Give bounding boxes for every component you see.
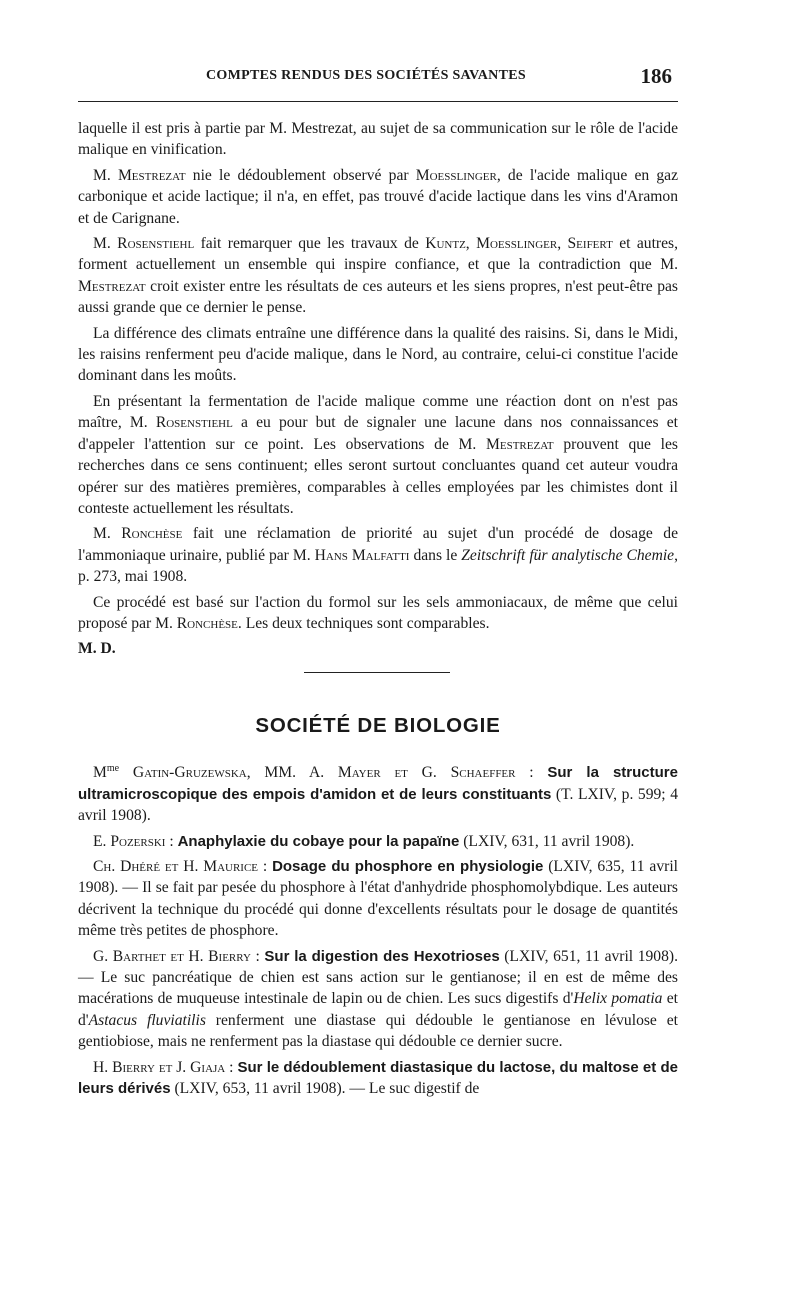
paragraph-2	[78, 165, 678, 229]
section-title: SOCIÉTÉ DE BIOLOGIE	[255, 713, 501, 737]
author-names: Kuntz, Moesslinger, Seifert	[425, 235, 613, 253]
entry-title: Sur la structure ultramicroscopique des empois d'amidon et de leurs constituants	[78, 764, 678, 803]
species-name: Astacus fluviatilis	[88, 1011, 206, 1029]
author-prefix: M	[93, 764, 107, 782]
author-name: Ronchèse	[176, 614, 238, 632]
signature: M. D.	[78, 640, 116, 658]
biology-entry-2	[78, 831, 678, 852]
paragraph-7	[78, 592, 678, 635]
entry-authors: Ch. Dhéré et H. Maurice :	[93, 857, 273, 875]
text-run: fait remarquer que les travaux de	[194, 235, 426, 253]
entry-title: Dosage du phosphore en physiologie	[272, 857, 544, 875]
author-name: M. Ronchèse	[93, 525, 183, 543]
entry-title: Anaphylaxie du cobaye pour la papaïne	[177, 832, 460, 850]
author-name: Rosenstiehl	[155, 414, 233, 432]
running-title: COMPTES RENDUS DES SOCIÉTÉS SAVANTES	[206, 68, 526, 83]
text-run: Ce procédé est basé sur l'action du formol sur les sels ammoniacaux, de même que celui proposé par M.	[78, 593, 678, 632]
text-run: En présentant la fermentation de l'acide malique comme une réaction dont on n'est pas maître, M.	[78, 392, 678, 432]
author-name: M. Mestrezat	[93, 166, 186, 184]
entry-authors: E. Pozerski :	[93, 832, 178, 850]
author-name: M. Rosenstiehl	[93, 235, 195, 253]
text-run: croit exister entre les résultats de ces auteurs et les siens propres, n'est peut-être pas aussi grande que ce dernier le pense.	[78, 277, 678, 317]
text-run: dans le	[409, 546, 462, 564]
text-run: fait une réclamation de priorité au sujet d'un procédé de dosage de l'ammoniaque urinaire, publié par M.	[78, 525, 678, 564]
entry-title: Sur la digestion des Hexotrioses	[264, 947, 500, 965]
entry-reference: (LXIV, 651, 11 avril 1908). — Le suc pancréatique de chien est sans action sur le gentianose; il en est de même des macérations de muqueuse intestinale de lapin ou de chien. Les sucs digestifs d'	[78, 947, 678, 1008]
author-name: Moesslinger	[415, 166, 497, 184]
text-run: , p. 273, mai 1908.	[78, 546, 679, 586]
body-text	[78, 118, 678, 1103]
text-run: a eu pour but de signaler une lacune dans nos connaissances et d'appeler l'attention sur ce point. Les observations de M.	[78, 414, 678, 453]
header-rule	[78, 101, 678, 102]
entry-reference: (T. LXIV, p. 599; 4 avril 1908).	[78, 785, 679, 825]
paragraph-3	[78, 233, 678, 319]
author-name: Hans Malfatti	[314, 546, 410, 564]
paragraph-6	[78, 523, 678, 587]
biology-entry-4	[78, 946, 678, 1053]
entry-authors: G. Barthet et H. Bierry :	[93, 947, 265, 965]
text-run: et autres, forment actuellement un ensemble qui inspire confiance, et que la contradiction que M.	[78, 235, 679, 274]
entry-reference: (LXIV, 653, 11 avril 1908). — Le suc digestif de	[170, 1080, 480, 1098]
journal-title: Zeitschrift für analytische Chemie	[461, 546, 675, 564]
biology-entry-5	[78, 1057, 678, 1100]
paragraph-4: La différence des climats entraîne une différence dans la qualité des raisins. Si, dans le Midi, les raisins renferment peu d'acide malique, dans le Nord, au contraire, celui-ci constitue l'acide dominant dans les moûts.	[78, 324, 678, 385]
biology-entry-3	[78, 856, 678, 942]
biology-entry-1	[78, 758, 678, 826]
paragraph-1: laquelle il est pris à partie par M. Mestrezat, au sujet de sa communication sur le rôle de l'acide malique en vinification.	[78, 120, 678, 159]
entry-reference: (LXIV, 631, 11 avril 1908).	[459, 832, 635, 850]
entry-reference: renferment une diastase qui dédouble le gentianose en lévulose et gentiobiose, mais ne renferment pas la diastase qui dédouble ce dernier sucre.	[78, 1011, 678, 1051]
entry-authors: Gatin-Gruzewska, MM. A. Mayer et G. Schaeffer :	[119, 764, 548, 782]
entry-authors: H. Bierry et J. Giaja :	[93, 1058, 238, 1076]
text-run: nie le dédoublement observé par	[185, 166, 416, 184]
text-run: , de l'acide malique en gaz carbonique et acide lactique; il n'a, en effet, pas trouvé d'acide lactique dans les vins d'Aramon et de Carignane.	[78, 166, 678, 227]
page-number: 186	[640, 64, 672, 88]
running-head	[78, 66, 678, 90]
entry-title: Sur le dédoublement diastasique du lactose, du maltose et de leurs dérivés	[78, 1058, 678, 1098]
separator-rule	[304, 672, 450, 673]
author-name: Mestrezat	[78, 277, 146, 295]
author-superscript: me	[106, 763, 120, 775]
text-run: . Les deux techniques sont comparables.	[237, 614, 490, 632]
text-run: prouvent que les recherches dans ce sens continuent; elles seront surtout concluantes quand cet auteur voudra opérer sur des matières premières, comparables à celles employées par les chimistes dont il conteste actuellement les résultats.	[78, 435, 678, 517]
entry-reference: (LXIV, 635, 11 avril 1908). — Il se fait par pesée du phosphore à l'état d'anhydride phosphomolybdique. Les auteurs décrivent la technique du procédé qui donne d'excellents résultats pour le dosage de quantités même très petites de phosphore.	[78, 857, 678, 940]
author-name: Mestrezat	[486, 435, 554, 453]
entry-reference: et d'	[78, 990, 678, 1029]
paragraph-5	[78, 391, 678, 519]
species-name: Helix pomatia	[573, 990, 663, 1008]
